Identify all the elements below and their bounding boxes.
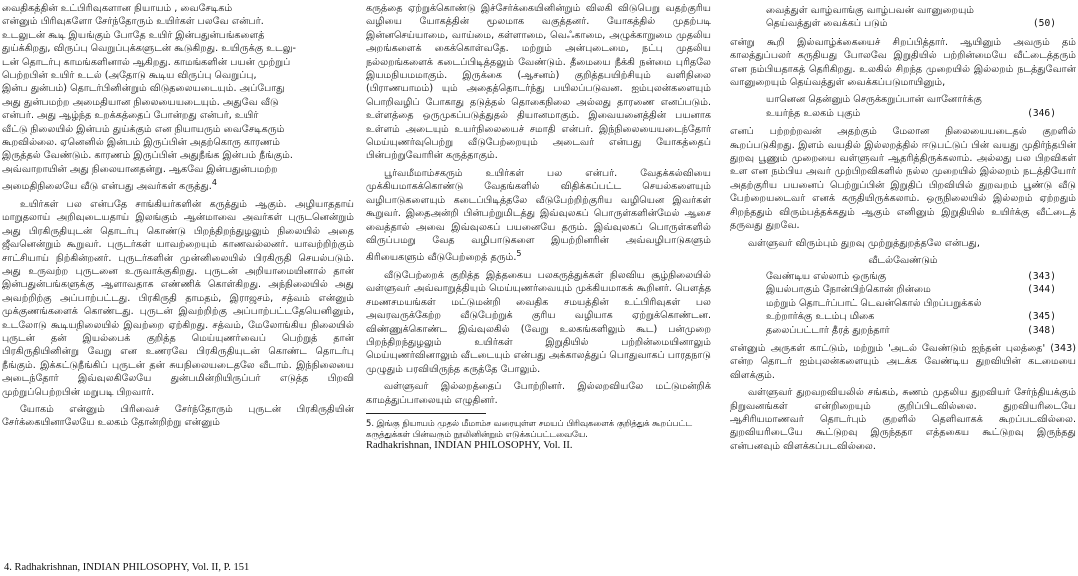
paragraph-nyaya-vaisesika [2,2,354,194]
verse-number: (343) [1027,270,1056,282]
verse-number: (50) [1032,18,1056,30]
text-line: அவ்வாறாயின் அது நிலையானதன்று. ஆகவே இன்பதுன்பமற்ற [2,163,278,175]
verse-line: வைத்துள் வாழ்வாங்கு வாழ்பவன் வானுறையும் [766,5,975,16]
verse-row [766,310,1076,323]
verse-line: யானென தென்னும் செருக்கறுப்பான் வானோர்க்கு [766,94,982,106]
verse-number: (346) [1027,107,1056,119]
verse-line: வேண்டிய எல்லாம் ஒருங்கு [766,270,887,282]
verse-row [766,297,1076,310]
paragraph-yoga: கருத்தை ஏற்றுக்கொண்டு இச்சேர்க்கையினின்றும் விலகி விடுபெறு வதற்குரிய வழியை யோகத்தின் மூலமாக வகுத்தனர். யோகத்தில் முதற்படி இன்னசெய்யாமை, வாய்மை, கள்ளாமை, வெஃகாமை, அழுக்காறுமை முதலிய அறங்களைக் கைக்கொள்வதே. மற்றும் அன்புடைமை, நட்பு முதலிய நல்லறங்களைக் கடைப்பிடித்தலும் வேண்டும். தீமையை நீக்கி நன்மை புரிதலே இயமநியமமாகும். இருக்கை (ஆசனம்) குறித்தபயிற்சியும் வளிநிலை (பிராணயாமம்) யும் அதைத்தொடர்ந்து பயிலப்படுவன. ஐம்புலன்களையும் பொறிவழிப் போகாது தடுத்தல் தொகைநிலை அல்லது தாரணை எனப்படும். உள்ளத்தை ஒருமுகப்படுத்துதல் தியானமாகும். இவையனைத்தின் பயனாக உள்ளம் அடையும் உயர்நிலையைச் சமாதி என்பர். இந்நிலையையடைந்தோர் மெய்யுணர்வுபெற்று வீடுபேற்றையும் அடைவர் என்பது யோகத்தைப் பின்பற்றுவோரின் கருத்தாகும். [366,3,711,162]
kural-verse-list [730,270,1076,337]
paragraph-renunciation: எனப் பற்றற்றவன் அதற்கும் மேலான நிலையையடைதல் குறளில் கூறப்படுகிறது. இளம் வயதில் இல்லறத்தில் ஈடுபட்டுப் பின் வயது முதிர்ந்தபின் துறவு பூணும் முறையை வள்ளுவர் ஆதரித்திருக்கலாம். அல்லது பல பிறவிகள் உள என நம்பிய அவர் முற்பிறவிகளில் நல்ல முறையில் இல்லறம் நடத்தியோர் அதற்குரிய பயனைப் பெற்றுப்பின் இறுதிப் பிறவியில் துறவறம் பூண்டு வீடு பேற்றையடைவர் எனக் கருதியிருக்கலாம். ஒருநிலையில் இல்லறம் ஏற்றதும் சிறந்ததும் விரும்பத்தக்கதும் ஆகும் எனினும் இறுதியில் உயிர்க்கு வீட்டைத் தருவது துறவே. [730,126,1076,232]
text-line: இன்ப துன்பம்) தொடர்பினின்றும் விடுதலையடையும். அப்போது [2,83,285,95]
kural-verse-346 [730,93,1076,120]
text-column-right [730,2,1076,576]
paragraph-householder: வள்ளுவர் இல்லறத்தைப் போற்றினர். இல்லறவியலே மட்டுமன்றிக் காமத்துப்பாலையும் எழுதினர். [366,381,711,406]
text-column-middle [366,2,711,576]
verse-line: தலைப்பட்டார் தீரத் துறந்தார் [766,324,890,336]
footnote-marker: 4 [211,178,217,188]
text-line: வீட்டு நிலையில் இன்பம் துய்க்கும் என நியாயரும் வைசேடிகரும் [2,123,285,135]
paragraph-complete-renunciation: வள்ளுவர் விரும்பும் துறவு முற்றுத்துறத்தலே என்பது, [748,237,980,249]
footnote-divider [366,413,486,414]
text-line: துய்க்கிறது, விருப்பு வெறுப்புக்களுடன் கூடுகிறது. உயிருக்கு உடலு- [2,43,296,55]
paragraph-yoga-intro: யோகம் என்னும் பிரிவைச் சேர்ந்தோரும் புருடன் பிரகிருதியின் சேர்க்கையினாலேயே உலகம் தோன்றிற்று என்னும் [2,403,354,429]
paragraph-valluvar-views: வீடுபேற்றைக் குறித்த இத்தகைய பலகருத்துக்கள் நிலவிய சூழ்நிலையில் வள்ளுவர் அவ்வாறுத்தியும் மெய்யுணர்வையும் முக்கியமாகக் கூறினர். பௌத்த சமணசமயங்கள் மட்டுமன்றி வைதிக சமயத்தின் உட்பிரிவுகள் பல அவரவருக்கேற்ற வீடுபேற்றுக் குரிய வழியாக ஏற்றுக்கொண்டன. விண்ணுக்கொண்ட இவ்வுலகில் (வேறு உலகங்களிலும் கூட) பன்முறை பிறந்திறந்துழலும் உயிர்கள் இறுதியில் பற்றின்மையினாலும் மெய்யுணர்வினாலும் வீடடையும் என்பது அக்காலத்துப் பொதுவாகப் பாரதநாடு முழுதும் பரவியிருந்த கருத்தே போலும். [366,269,711,375]
verse-heading: வீடல்வேண்டும் [868,254,938,266]
paragraph-mimamsa [366,167,711,265]
kural-verse-50 [730,4,1076,31]
verse-row [766,270,1076,283]
paragraph-mimamsa-text: பூர்வமீமாம்சகரும் உயிர்கள் பல என்பர். வேதக்கல்வியை முக்கியமாகக்கொண்டு வேதங்களில் விதிக்கப்பட்ட செயல்களையும் வழிபாடுகளையும் கடைப்பிடித்தலே வீடுபேற்றிற்குரிய வழியென இவர்கள் கூறுவர். இதைஅன்றி பின்பற்றுமிடத்து இவ்வுலகப் பொருள்களின்மேல் ஆசை வைத்தால் அவை இவ்வுலகப் பயனையே தரும். இவ்வுலகப் பொருள்களில் விருப்பமறு வேத வழிபாடுகளை இயற்றினரின் அவ்வழிபாடுகளும் கிரியைகளும் வீடுபேற்றைத் தரும். [366,167,711,264]
footnote-4: 4. Radhakrishnan, INDIAN PHILOSOPHY, Vol. II, P. 151 [4,562,250,573]
text-column-left [2,2,354,576]
text-line: என்பர். அது ஆழ்ந்த உறக்கத்தைப் போன்றது என்பர், உயிர் [2,110,259,122]
footnote-5-tamil: 5. இங்கு நியாயம் முதல் மீமாம்ச வரையுள்ள சமயப் பிரிவுகளைக் குறித்துக் கூறப்பட்ட கருத்துக்கள் பின்வரும் நூலினின்றும் எடுக்கப்பட்டவையே. [366,417,692,439]
verse-line: இயல்பாகும் நோன்பிற்கொன் றின்மை [766,284,931,296]
verse-line: மற்றும் தொடர்ப்பாட் டெவன்கொல் பிறப்பறுக்கல் [766,297,982,309]
footnote-5-reference: Radhakrishnan, INDIAN PHILOSOPHY, Vol. II. [366,439,573,451]
verse-line: தெய்வத்துள் வைக்கப் படும் [766,18,888,30]
text-line: வைதிகத்தின் உட்பிரிவுகளான நியாயம் , வைசேடிகம் [2,3,233,14]
verse-number: (348) [1027,324,1056,336]
paragraph-householder-praise: என்று கூறி இல்வாழ்க்கையைச் சிறப்பித்தார். ஆயினும் அவரும் தம் காலத்துப்பலர் கருதியது போலவே இறுதியில் பற்றின்மையே வீட்டைத்தரும் என நம்பியதாகத் தெரிகிறது. உலகில் சிறந்த முறையில் இல்லறம் நடத்துவோன் வானுறையும் தெய்வத்துள் வைக்கப்படுமாயினும், [730,36,1076,89]
verse-row [766,283,1076,296]
text-line: உடலுடன் கூடி இயங்கும் போதே உயிர் இன்பதுன்பங்களைத் [2,29,265,41]
paragraph-senses: என்னும் அருகள் காட்டும், மற்றும் 'அடல் வேண்டும் ஐந்தன் புலத்தை' (343) என்ற தொடர் ஐம்புலன்களையும் அடக்க வேண்டிய துறவியின் கடமையை விளக்கும். [730,342,1076,381]
verse-number: (344) [1027,284,1056,296]
text-line: அமைதிநிலையே வீடு என்பது அவர்கள் கருத்து. [2,181,212,193]
text-line: இருத்தல் வேண்டும். காரணம் இருப்பின் அதுநீங்க இன்பம் நீங்கும். [2,150,293,162]
text-line: பெற்றபின் உயிர் உடல் (அதோடு கூடிய விருப்பு வெறுப்பு, [2,70,257,82]
verse-line: உயர்ந்த உலகம் புகும் [766,107,861,119]
text-line: டன் தொடர்பு காமங்களினால் ஆகிறது. காமங்களின் பயன் முற்றுப் [2,56,291,68]
paragraph-sangha: வள்ளுவர் துறவறவியலில் சங்கம், சுணம் முதலிய துறவியர் சேர்ந்தியக்கும் நிறுவனங்கள் என்றிறையும் குறிப்பிடவில்லை. துறவியரிடையே ஆசிரியமாணவர் தொடர்பும் குறளில் தெளிவாகக் கூறப்படவில்லை. துறவியரிடையே கூட்டுறவு இருந்ததா எத்தகைய கூட்டுறவு இருந்தது என்பனவும் விளக்கப்படவில்லை. [730,387,1076,452]
verse-number: (345) [1027,311,1056,323]
text-line: கூறவில்லை. ஏனெனில் இன்பம் இருப்பின் அதற்கொரு காரணம் [2,137,280,149]
verse-line: உற்றார்க்கு உடம்பு மிகை [766,311,875,323]
paragraph-sankhya: உயிர்கள் பல என்பதே சாங்கியர்களின் கருத்தும் ஆகும். அழியாததாய் மாறுதலாய் அறிவுடையதாய் இலங்கும் ஆன்மாவை அவர்கள் புருடனென்றும் அது பிரகிருதியுடன் தொடர்பு கொண்டு பிறந்திறந்துழலும் நிலையில் அதை ஜீவனென்றும் கூறுவர். புருடர்கள் யாவற்றையும் காணவல்லனர். யாவற்றிற்கும் சாட்சியாய் நிற்கின்றனர். புருடர்களின் முன்னிலையில் பிரகிருதி செயல்படும். அது உருவற்ற புருடனை உருவாக்குகிறது. புருடன் அறியாமையினால் தான் இன்பதுன்பங்களுக்கு ஆளாவதாக எண்ணிக் கொள்கிறது. அந்நிலையில் அது அவற்றிற்கு அப்பாற்பட்டது. பிரகிருதி தாமதம், இராஜசம், சத்வம் என்னும் முக்குணங்களைக் கொண்டது. புருடன் இவற்றிற்கு அப்பாற்பட்டதேயெனினும், உடலோடு கூடியநிலையில் இவற்றை ஏற்கிறது. சத்வம், மேலோங்கிய நிலையில் புருடன் தன் இயல்பைக் குறித்த மெய்யுணர்வைப் பெற்றுத் தான் பிரகிருதியினின்று வேறு என உணரவே பிரகிருதியுடன் கொண்ட தொடர்பு நீங்கும். இக்கட்டுநீங்கிப் புருடன் தன் சுயநிலையடைதலே வீடாம். இந்நிலையை அடைந்தோர் இவ்வுலகிலேயே துன்பமின்றியிருப்பர் எடுத்த பிறவி முற்றுப்பெற்றபின் மறுபடி பிறவார். [2,198,354,398]
footnote-marker: 5 [516,249,522,259]
text-line: என்னும் பிரிவுகளோ சேர்ந்தோரும் உயிர்கள் பலவே என்பர். [2,16,264,28]
text-line: அது துன்பமற்ற அமைதியான நிலையையடையும். அதுவே வீடு [2,96,279,108]
verse-row [766,324,1076,337]
